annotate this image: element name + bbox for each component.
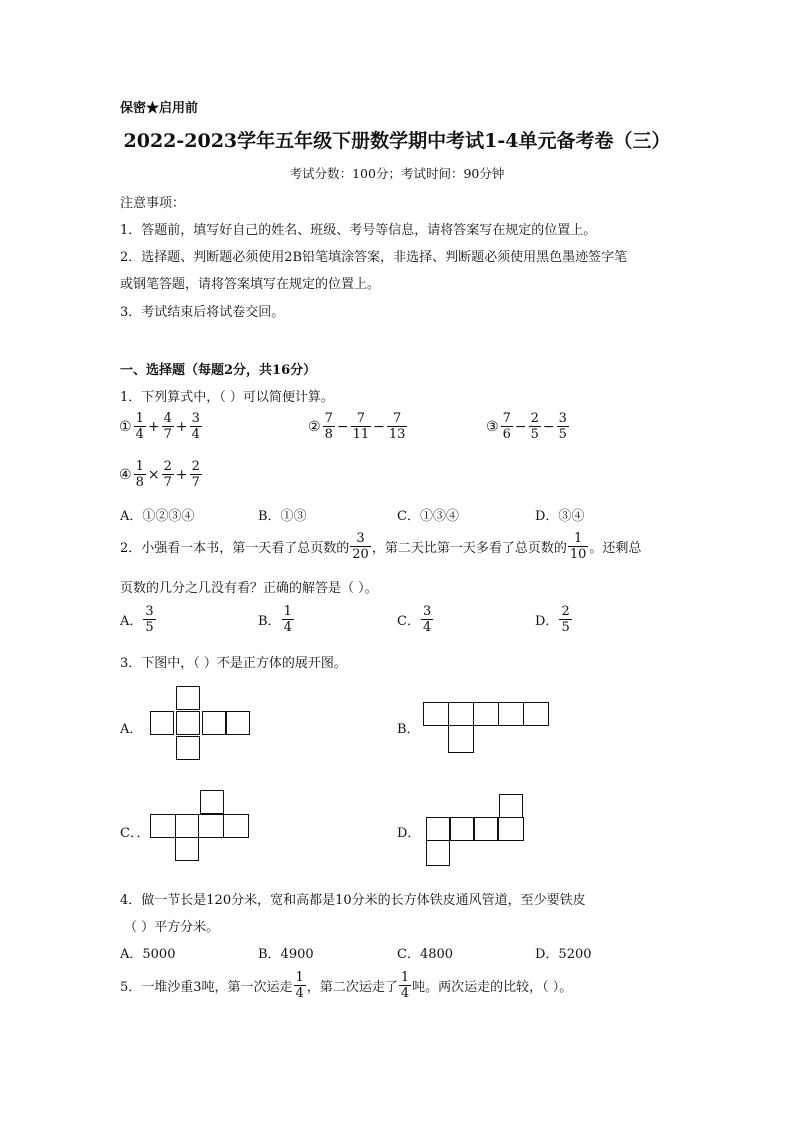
q3-option-b[interactable]: B． <box>397 722 420 737</box>
section-title: 一、选择题（每题2分，共16分） <box>120 363 317 378</box>
numerator: 7 <box>324 411 333 426</box>
q4-option-b[interactable]: B．4900 <box>258 947 314 962</box>
denominator: 11 <box>352 427 370 442</box>
numerator: 2 <box>163 459 172 474</box>
fraction <box>350 532 371 561</box>
net-square <box>426 817 450 841</box>
denominator: 5 <box>561 620 570 635</box>
note-item: 或钢笔答题，请将答案填写在规定的位置上。 <box>120 277 381 292</box>
net-square <box>448 702 474 726</box>
denominator: 4 <box>422 620 432 635</box>
denominator: 4 <box>295 986 304 1001</box>
q1-option-c[interactable]: C．①③④ <box>397 509 459 524</box>
net-square <box>499 794 523 818</box>
q1-expression-2: ② $\frac{7}{8}$ − $\frac{7}{11}$ − $\frac{7}{13}$ <box>308 411 406 442</box>
note-item: 1．答题前，填写好自己的姓名、班级、考号等信息，请将答案写在规定的位置上。 <box>120 223 597 238</box>
q2-option-c[interactable]: C． $\frac{3}{4}$ <box>397 604 432 635</box>
q2-stem-line2: 页数的几分之几没有看？正确的解答是（ ）。 <box>120 581 378 596</box>
q4-option-d[interactable]: D．5200 <box>535 947 592 962</box>
denominator: 5 <box>530 427 539 442</box>
q5-stem: 5．一堆沙重3吨，第一次运走 $\frac{1}{4}$ ，第二次运走了 $\frac{1}{4}$ 吨。两次运走的比较，（ ）。 <box>120 970 573 1001</box>
numerator: 7 <box>387 412 408 427</box>
numerator: 1 <box>135 411 144 426</box>
fraction <box>282 605 294 634</box>
net-square <box>423 702 449 726</box>
fraction <box>557 412 569 441</box>
fraction <box>387 412 408 441</box>
net-square <box>176 736 200 760</box>
q2-option-a[interactable]: A． $\frac{3}{5}$ <box>120 604 154 635</box>
fraction <box>351 412 372 441</box>
net-square <box>498 702 524 726</box>
fraction <box>190 460 202 489</box>
q4-option-c[interactable]: C．4800 <box>397 947 454 962</box>
denominator: 5 <box>145 620 154 635</box>
notes-heading: 注意事项： <box>120 196 186 211</box>
fraction <box>421 605 433 634</box>
denominator: 4 <box>191 427 200 442</box>
denominator: 7 <box>163 475 172 490</box>
q1-option-b[interactable]: B．①③ <box>258 509 307 524</box>
q3-option-d[interactable]: D． <box>397 826 421 841</box>
fraction <box>143 605 155 634</box>
fraction <box>529 412 541 441</box>
numerator: 2 <box>191 459 200 474</box>
net-square <box>150 814 176 838</box>
net-square <box>175 837 199 861</box>
fraction <box>399 971 411 1000</box>
numerator: 2 <box>530 411 539 426</box>
q3-option-c[interactable]: C．． <box>120 826 150 841</box>
q3-option-a[interactable]: A． <box>120 722 143 737</box>
numerator: 1 <box>283 604 292 619</box>
q4-stem-line1: 4．做一节长是120分米，宽和高都是10分米的长方体铁皮通风管道，至少要铁皮 <box>120 893 586 908</box>
net-square <box>498 817 524 841</box>
net-square <box>450 817 474 841</box>
q2-stem-line1: 2．小强看一本书，第一天看了总页数的 $\frac{3}{20}$ ，第二天比第一天多看了总页数的 $\frac{1}{10}$ 。还剩总 <box>120 531 642 562</box>
numerator: 3 <box>350 532 371 547</box>
denominator: 7 <box>163 427 172 442</box>
net-square <box>473 702 499 726</box>
denominator: 20 <box>352 547 369 562</box>
net-square <box>176 711 200 735</box>
fraction <box>162 460 174 489</box>
numerator: 4 <box>163 411 172 426</box>
net-square <box>175 814 199 838</box>
q2-option-d[interactable]: D． $\frac{2}{5}$ <box>535 604 570 635</box>
fraction <box>294 971 306 1000</box>
net-square <box>176 686 200 710</box>
numerator: 3 <box>145 604 154 619</box>
denominator: 5 <box>558 427 567 442</box>
net-square <box>448 725 474 753</box>
net-square <box>523 702 549 726</box>
q1-expression-1: ① $\frac{1}{4}$ + $\frac{4}{7}$ + $\frac{3}{4}$ <box>119 411 200 442</box>
fraction <box>134 460 146 489</box>
net-square <box>226 711 250 735</box>
denominator: 4 <box>283 620 292 635</box>
denominator: 10 <box>569 547 587 562</box>
fraction <box>162 412 174 441</box>
q1-option-d[interactable]: D．③④ <box>535 509 585 524</box>
q4-option-a[interactable]: A．5000 <box>120 947 176 962</box>
numerator: 3 <box>422 604 432 619</box>
fraction <box>568 532 589 561</box>
q2-option-b[interactable]: B． $\frac{1}{4}$ <box>258 604 292 635</box>
net-square <box>426 840 450 866</box>
q4-stem-line2: （ ）平方分米。 <box>124 920 220 935</box>
numerator: 1 <box>400 970 410 985</box>
denominator: 13 <box>388 427 406 442</box>
numerator: 3 <box>558 411 567 426</box>
numerator: 3 <box>191 411 200 426</box>
q1-expression-3: ③ $\frac{7}{6}$ − $\frac{2}{5}$ − $\frac{3}{5}$ <box>486 411 567 442</box>
note-item: 2．选择题、判断题必须使用2B铅笔填涂答案，非选择、判断题必须使用黑色墨迹签字笔 <box>120 250 628 265</box>
numerator: 1 <box>135 459 144 474</box>
denominator: 8 <box>135 475 144 490</box>
numerator: 1 <box>568 532 589 547</box>
numerator: 7 <box>502 411 511 426</box>
net-square <box>200 790 224 814</box>
q1-option-a[interactable]: A．①②③④ <box>120 509 195 524</box>
denominator: 4 <box>400 986 410 1001</box>
denominator: 8 <box>324 427 333 442</box>
q1-expression-4: ④ $\frac{1}{8}$ × $\frac{2}{7}$ + $\frac{2}{7}$ <box>119 459 200 490</box>
denominator: 6 <box>502 427 511 442</box>
fraction <box>134 412 146 441</box>
numerator: 7 <box>351 412 372 427</box>
numerator: 2 <box>561 604 570 619</box>
q1-stem: 1．下列算式中，（ ）可以简便计算。 <box>120 390 334 405</box>
net-square <box>198 814 224 838</box>
numerator: 1 <box>295 970 304 985</box>
net-square <box>202 711 226 735</box>
fraction <box>559 605 571 634</box>
secret-label: 保密★启用前 <box>120 101 199 116</box>
net-square <box>474 817 498 841</box>
denominator: 7 <box>191 475 200 490</box>
net-square <box>223 814 249 838</box>
denominator: 4 <box>135 427 144 442</box>
q3-stem: 3．下图中，（ ）不是正方体的展开图。 <box>120 656 347 671</box>
fraction <box>190 412 202 441</box>
fraction <box>501 412 513 441</box>
exam-title: 2022-2023学年五年级下册数学期中考试1-4单元备考卷（三） <box>123 130 671 152</box>
note-item: 3．考试结束后将试卷交回。 <box>120 305 285 320</box>
exam-info: 考试分数：100分；考试时间：90分钟 <box>289 166 505 181</box>
net-square <box>150 711 174 735</box>
fraction <box>323 412 335 441</box>
